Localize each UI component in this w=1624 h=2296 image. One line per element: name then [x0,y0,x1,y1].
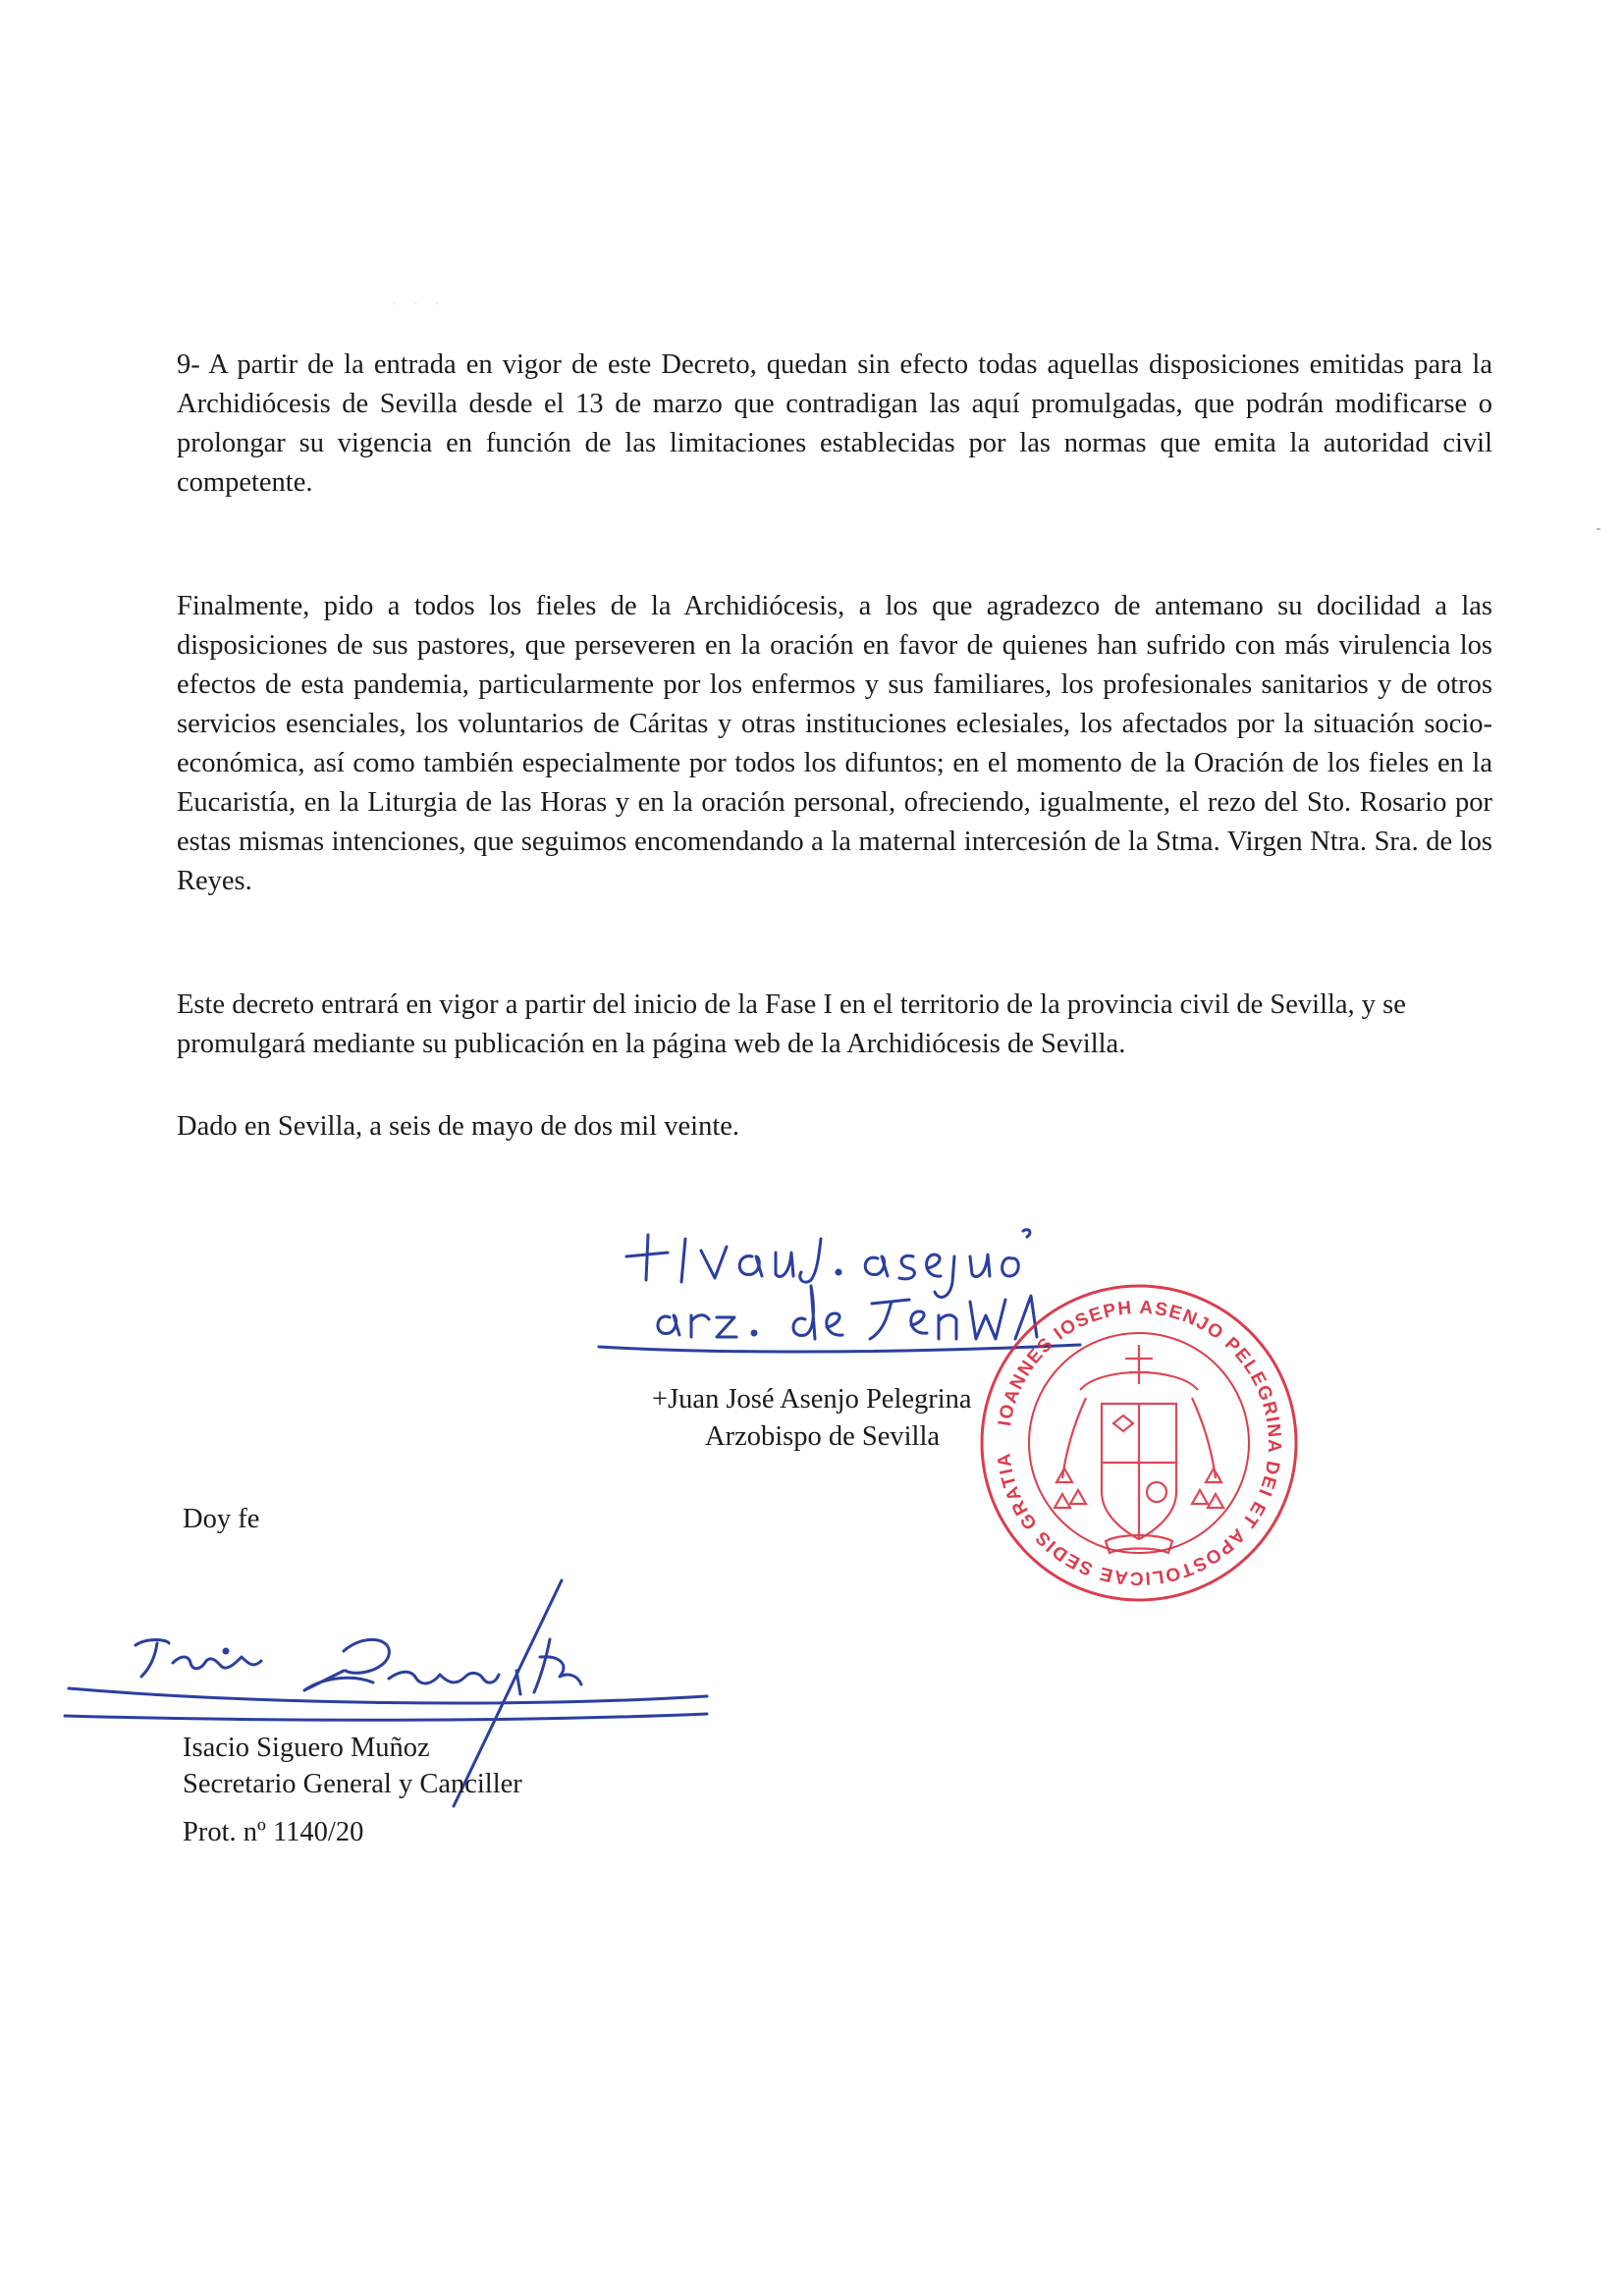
scan-speck: · · · [393,299,447,310]
archbishop-name: +Juan José Asenjo Pelegrina [652,1384,972,1415]
secretary-title: Secretario General y Canciller [183,1769,522,1799]
archbishop-title: Arzobispo de Sevilla [705,1421,941,1452]
svg-text:IOANNES IOSEPH ASENJO PELEGRIN: IOANNES IOSEPH ASENJO PELEGRINA DEI ET APOSTOLICAE SEDIS GRATIA ARCHIEPISCOPUS HISPALENSIS + [963,1260,1285,1589]
secretary-name: Isacio Siguero Muñoz [183,1733,430,1763]
paragraph-final-request: Finalmente, pido a todos los fieles de la Archidiócesis, a los que agradezco de antemano su docilidad a las disposiciones de sus pastores, que perseveren en la oración en favor de quienes han sufrido con más virulencia los efectos de esta pandemia, particularmente por los enfermos y sus familiares, los profesionales sanitarios y de otros servicios esenciales, los voluntarios de Cáritas y otras instituciones eclesiales, los afectados por la situación socio-económica, así como también especialmente por todos los difuntos; en el momento de la Oración de los fieles en la Eucaristía, en la Liturgia de las Horas y en la oración personal, ofreciendo, igualmente, el rezo del Sto. Rosario por estas mismas intenciones, que seguimos encomendando a la maternal intercesión de la Stma. Virgen Ntra. Sra. de los Reyes. [177,591,1492,896]
protocol-number: Prot. nº 1140/20 [183,1817,364,1847]
archbishop-seal-stamp [963,1260,1306,1610]
paragraph-9: 9- A partir de la entrada en vigor de este Decreto, quedan sin efecto todas aquellas disposiciones emitidas para la Archidiócesis de Sevilla desde el 13 de marzo que contradigan las aquí promulgadas, que podrán modificarse o prolongar su vigencia en función de las limitaciones establecidas por las normas que emita la autoridad civil competente. [177,349,1492,498]
secretary-signature [59,1561,746,1875]
attestation-label: Doy fe [183,1504,260,1534]
scan-mark [1597,528,1600,530]
paragraph-decree-effect: Este decreto entrará en vigor a partir del inicio de la Fase I en el territorio de la provincia civil de Sevilla, y se promulgará mediante su publicación en la página web de la Archidiócesis de Sevilla. [177,989,1406,1059]
dated-line: Dado en Sevilla, a seis de mayo de dos mil veinte. [177,1111,740,1142]
